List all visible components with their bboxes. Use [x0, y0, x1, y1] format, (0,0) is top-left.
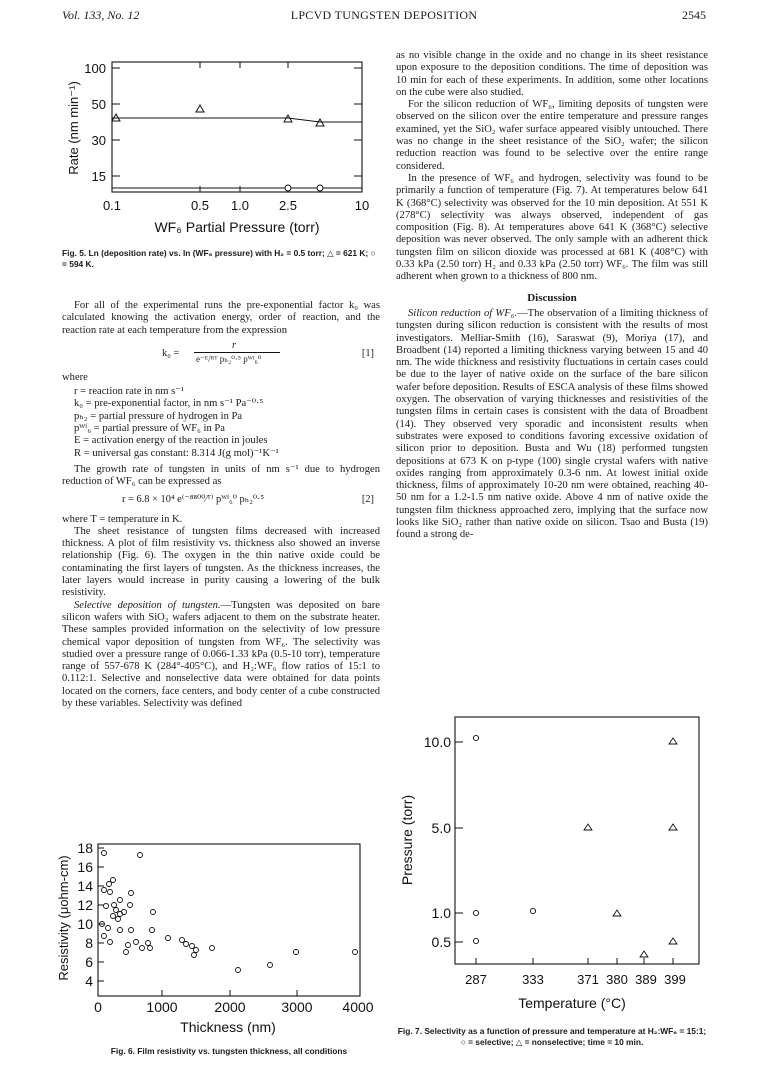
- definition: k₀ = pre-exponential factor, in nm s⁻¹ Pa⁻⁰·⁵: [74, 398, 264, 410]
- paragraph: as no visible change in the oxide and no change in its sheet resistance upon exposure to the deposition conditions. The time of deposition was 10 min for each of these experiments. In addition, some other locations on the cube were also studied.: [396, 50, 708, 98]
- left-column-text: [62, 300, 380, 710]
- journal-volume: Vol. 133, No. 12: [62, 8, 140, 22]
- definition: r = reaction rate in nm s⁻¹: [74, 386, 185, 398]
- fig6-xtick: 0: [94, 999, 102, 1015]
- paragraph: The growth rate of tungsten in units of nm s⁻¹ due to hydrogen reduction of WF₆ can be expressed as: [62, 463, 380, 488]
- running-title: LPCVD TUNGSTEN DEPOSITION: [290, 8, 478, 22]
- fig7-ytick: 0.5: [431, 934, 451, 950]
- fig5-xtick: 0.1: [102, 198, 122, 213]
- fig6-xtick: 4000: [342, 999, 374, 1015]
- fig7-xtick: 333: [522, 972, 544, 987]
- fig6-xtick: 2000: [214, 999, 246, 1015]
- fig5-ytick: 100: [84, 61, 106, 76]
- fig5-ylabel: Rate (nm min⁻¹): [66, 81, 81, 175]
- definition: pₕ₂ = partial pressure of hydrogen in Pa: [74, 410, 243, 422]
- where-label: where: [62, 371, 88, 383]
- fig5-xlabel: WF₆ Partial Pressure (torr): [154, 219, 320, 235]
- fig6-xtick: 3000: [281, 999, 313, 1015]
- equation-2: [62, 494, 380, 508]
- eq1-lhs: k₀ =: [162, 347, 180, 359]
- fig5-xtick: 2.5: [278, 198, 298, 213]
- eq2-body: r = 6.8 × 10⁴ e⁽⁻⁸⁸⁰⁰⁄ᵀ⁾ pᵂᶠ₆⁰ pₕ₂⁰·⁵: [122, 493, 265, 505]
- fig6-ytick: 12: [77, 897, 93, 913]
- equation-1: [62, 339, 380, 366]
- fig6-ytick: 8: [85, 935, 93, 951]
- fig7-xtick: 399: [664, 972, 686, 987]
- fig5-ytick: 15: [91, 169, 106, 184]
- fig6-ytick: 14: [77, 878, 93, 894]
- fig5-xtick: 1.0: [230, 198, 250, 213]
- fig6-caption: Fig. 6. Film resistivity vs. tungsten thickness, all conditions: [110, 1046, 348, 1056]
- fig7-chart: [392, 712, 712, 1022]
- eq1-numerator: r: [232, 339, 237, 351]
- fig5-chart: [55, 50, 385, 240]
- section-title-discussion: Discussion: [527, 291, 577, 304]
- fig5-xtick: 10: [354, 198, 370, 213]
- fig7-ylabel: Pressure (torr): [399, 794, 415, 886]
- definition: R = universal gas constant: 8.314 J(g mol)⁻¹K⁻¹: [74, 447, 279, 459]
- paragraph: For all of the experimental runs the pre-exponential factor k₀ was calculated knowing the activation energy, order of reaction, and the reaction rate at each temperature from the expression: [62, 300, 380, 336]
- fig7-ytick: 5.0: [431, 820, 451, 836]
- fig5-xtick: 0.5: [190, 198, 210, 213]
- fig6-xlabel: Thickness (nm): [180, 1019, 276, 1035]
- fig7-xtick: 389: [635, 972, 657, 987]
- fig7-caption: Fig. 7. Selectivity as a function of pressure and temperature at H₂:WF₆ = 15:1; ○ = selective; △ = nonselective; time = 10 min.: [397, 1026, 707, 1047]
- fig6-ytick: 18: [77, 840, 93, 856]
- fig6-chart: [55, 830, 385, 1045]
- eq1-number: [1]: [361, 347, 374, 359]
- fig6-ytick: 16: [77, 859, 93, 875]
- fig7-xlabel: Temperature (°C): [518, 995, 626, 1011]
- fig7-xtick: 287: [465, 972, 487, 987]
- fig7-xtick: 380: [606, 972, 628, 987]
- section-heading: Silicon reduction of WF₆.: [408, 307, 518, 319]
- fig7-ytick: 1.0: [431, 905, 451, 921]
- paragraph: In the presence of WF₆ and hydrogen, selectivity was found to be primarily a function of temperature (Fig. 7). At temperatures below 641 K (368°C) selectivity was observed for the 10 min deposition. At 551 K (278°C) selectivity was always observed, independent of gas composition (Fig. 8). At temperatures above 641 K (368°C) selective deposition was never observed. The only sample with an adherent thick tungsten film on silicon dioxide was processed at 681 K (408°C) with 0.33 kPa (2.50 torr) H₂ and 0.33 kPa (2.50 torr) WF₆. The film was still adherent when grown to a thickness of 800 nm.: [396, 172, 708, 283]
- eq1-denominator: e⁻ᴱ/ᴿᵀ pₕ₂⁰·⁵ pᵂᶠ₆⁰: [196, 353, 262, 364]
- page-number: 2545: [682, 8, 706, 22]
- fig5-ytick: 50: [91, 97, 106, 112]
- definition: pᵂᶠ₆ = partial pressure of WF₆ in Pa: [74, 423, 225, 435]
- definitions: [74, 386, 380, 460]
- paragraph: where T = temperature in K.: [62, 513, 183, 525]
- fig6-ytick: 4: [85, 973, 93, 989]
- fig6-ylabel: Resistivity (μohm-cm): [56, 855, 71, 981]
- paragraph: The sheet resistance of tungsten films decreased with increased thickness. A plot of film resistivity vs. thickness also showed an inverse relationship (Fig. 6). The oxygen in the thin native oxide could be contaminating the first layers of tungsten. As the thickness increases, the later layers would increase in purity causing a lowering of the bulk resistivity.: [62, 525, 380, 599]
- fig7-xtick: 371: [577, 972, 599, 987]
- paragraph: —The observation of a limiting thickness of tungsten during silicon reduction is consistent with the results of most investigators. Melliar-Smith (16), Saraswat (9), Moriya (17), and Broadbent (14) reported a limiting thickness varying between 15 and 40 nm. The wide thickness and resistivity fluctuations in certain cases could be due to the layer of native oxide on the surface of the bare silicon wafer before deposition. Results of ESCA analysis of these films showed oxygen. The observation of varying thicknesses and resistivities of the tungsten films in certain cases is consistent with the data of Broadbent (14). They observed very sporadic and inconsistent results when substrates were exposed to conditions favoring excessive oxidation of silicon prior to deposition. Busta and Wu (18) performed tungsten depositions at 673 K on p-type (100) single crystal wafers with native oxides ranging from approximately 0.3-6 nm. At lowest initial oxide thickness, films of approximately 10-20 nm were obtained, reaching 40-50 nm for a 1.2-1.5 nm native oxide. Above 4 nm of native oxide the tungsten film thickness approached zero, implying that the surface now looks like SiO₂ rather than native oxide on silicon. Tsao and Busta (19) found a strong de-: [396, 307, 708, 541]
- section-heading: Selective deposition of tungsten.: [74, 599, 221, 611]
- fig6-ytick: 6: [85, 954, 93, 970]
- fig6-ytick: 10: [77, 916, 93, 932]
- fig7-ytick: 10.0: [423, 734, 451, 750]
- right-column-text: [396, 50, 708, 542]
- paragraph: —Tungsten was deposited on bare silicon wafers with SiO₂ wafers adjacent to them on the substrate heater. These samples provided information on the selectivity of low pressure chemical vapor deposition of tungsten from WF₆. The selectivity was studied over a pressure range of 0.066-1.33 kPa (0.5-10 torr), temperature range of 557-678 K (284°-405°C), and H₂:WF₆ flow ratios of 15:1 to 0.112:1. Selective and nonselective data were obtained for data points located on the corners, face centers, and body center of a cube constructed by these variables. Selectivity was defined: [62, 599, 380, 710]
- fig5-ytick: 30: [91, 133, 106, 148]
- fig5-caption: Fig. 5. Ln (deposition rate) vs. ln (WF₆ pressure) with H₂ = 0.5 torr; △ = 621 K; ○ = 594 K.: [62, 248, 376, 269]
- definition: E = activation energy of the reaction in joules: [74, 435, 268, 447]
- paragraph: For the silicon reduction of WF₆, limiting deposits of tungsten were observed on the silicon over the entire temperature and pressure ranges examined, yet the SiO₂ wafer surface appeared visibly untouched. There was no change in the sheet resistance of the SiO₂ wafer; the silicon reduction reaction was found to be selective over the entire range considered.: [396, 99, 708, 172]
- eq2-number: [2]: [361, 493, 374, 505]
- fig6-xtick: 1000: [146, 999, 178, 1015]
